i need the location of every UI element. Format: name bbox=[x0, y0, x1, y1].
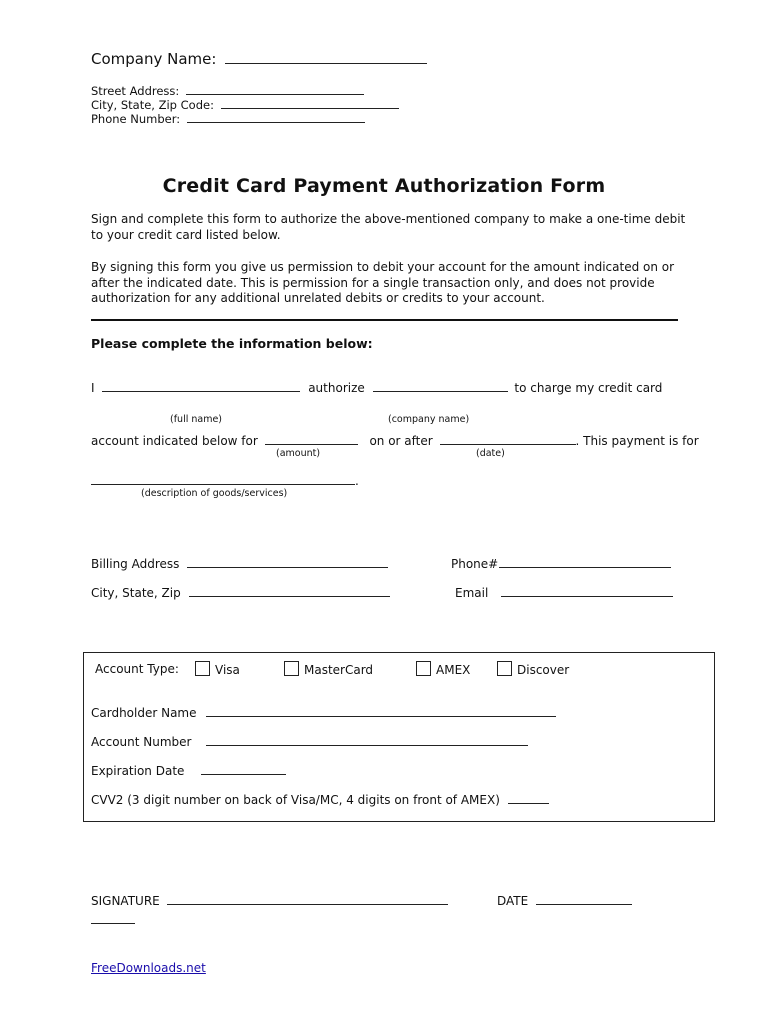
cvv-field[interactable] bbox=[508, 793, 549, 804]
payment-is-for-label: . This payment is for bbox=[575, 434, 699, 448]
account-type-label: Account Type: bbox=[95, 662, 179, 676]
billing-address-field[interactable] bbox=[187, 557, 388, 568]
cardholder-label: Cardholder Name bbox=[91, 706, 197, 720]
mastercard-label: MasterCard bbox=[304, 663, 374, 677]
email-field[interactable] bbox=[501, 586, 673, 597]
cvv-label: CVV2 (3 digit number on back of Visa/MC, 4 digits on front of AMEX) bbox=[91, 793, 500, 807]
amex-option[interactable] bbox=[416, 661, 470, 677]
amount-field[interactable] bbox=[265, 434, 358, 445]
amount-caption: (amount) bbox=[276, 448, 321, 459]
account-number-label: Account Number bbox=[91, 735, 192, 749]
mastercard-checkbox[interactable] bbox=[284, 661, 299, 676]
description-row bbox=[91, 474, 359, 488]
company-name-field[interactable] bbox=[225, 53, 427, 64]
permission-paragraph: By signing this form you give us permission to debit your account for the amount indicated on or after the indicated date. This is permission for a single transaction only, and does not provide authorization for any additional unrelated debits or credits to your account. bbox=[91, 260, 675, 305]
company-name-row bbox=[91, 50, 427, 68]
to-charge-label: to charge my credit card bbox=[514, 381, 663, 395]
visa-label: Visa bbox=[215, 663, 240, 677]
description-period: . bbox=[355, 474, 359, 488]
city-state-zip-field[interactable] bbox=[221, 98, 399, 109]
account-number-field[interactable] bbox=[206, 735, 528, 746]
account-number-row bbox=[91, 735, 528, 749]
phone-number-label: Phone Number: bbox=[91, 112, 181, 126]
authorization-row bbox=[91, 381, 662, 395]
billing-address-row bbox=[91, 557, 388, 571]
amex-checkbox[interactable] bbox=[416, 661, 431, 676]
expiration-row bbox=[91, 764, 286, 778]
signature-row bbox=[91, 894, 448, 908]
on-or-after-label: on or after bbox=[369, 434, 433, 448]
authorize-label: authorize bbox=[308, 381, 365, 395]
visa-option[interactable] bbox=[195, 661, 240, 677]
signature-date-field[interactable] bbox=[536, 894, 632, 905]
company-name-caption: (company name) bbox=[388, 414, 470, 425]
billing-city-row bbox=[91, 586, 390, 600]
email-label: Email bbox=[455, 586, 489, 600]
discover-option[interactable] bbox=[497, 661, 569, 677]
signature-date-row bbox=[497, 894, 632, 908]
signature-date-continuation[interactable] bbox=[91, 913, 135, 924]
phone-field[interactable] bbox=[499, 557, 671, 568]
billing-address-label: Billing Address bbox=[91, 557, 180, 571]
city-state-zip-label: City, State, Zip Code: bbox=[91, 98, 214, 112]
signature-date-label: DATE bbox=[497, 894, 529, 908]
description-caption: (description of goods/services) bbox=[141, 488, 288, 499]
phone-number-field[interactable] bbox=[187, 112, 365, 123]
signature-field[interactable] bbox=[167, 894, 448, 905]
phone-label: Phone# bbox=[451, 557, 499, 571]
cardholder-field[interactable] bbox=[206, 706, 556, 717]
billing-city-field[interactable] bbox=[189, 586, 390, 597]
discover-checkbox[interactable] bbox=[497, 661, 512, 676]
amount-date-row bbox=[91, 434, 699, 448]
visa-checkbox[interactable] bbox=[195, 661, 210, 676]
billing-city-label: City, State, Zip bbox=[91, 586, 181, 600]
street-address-label: Street Address: bbox=[91, 84, 180, 98]
cvv-row bbox=[91, 793, 549, 807]
intro-paragraph: Sign and complete this form to authorize the above-mentioned company to make a one-time debit to your credit card listed below. bbox=[91, 212, 686, 242]
signature-label: SIGNATURE bbox=[91, 894, 160, 908]
full-name-field[interactable] bbox=[102, 381, 300, 392]
amex-label: AMEX bbox=[436, 663, 471, 677]
company-name-label: Company Name: bbox=[91, 50, 217, 68]
cardholder-row bbox=[91, 706, 556, 720]
form-title: Credit Card Payment Authorization Form bbox=[162, 175, 606, 197]
street-address-row bbox=[91, 84, 364, 99]
phone-number-row bbox=[91, 112, 365, 127]
company-name-authorize-field[interactable] bbox=[373, 381, 508, 392]
full-name-caption: (full name) bbox=[170, 414, 223, 425]
date-caption: (date) bbox=[476, 448, 505, 459]
section-divider bbox=[91, 319, 678, 321]
account-indicated-label: account indicated below for bbox=[91, 434, 258, 448]
expiration-field[interactable] bbox=[201, 764, 286, 775]
freedownloads-link[interactable]: FreeDownloads.net bbox=[91, 961, 206, 975]
email-row bbox=[455, 586, 673, 600]
mastercard-option[interactable] bbox=[284, 661, 373, 677]
instructions-heading: Please complete the information below: bbox=[91, 336, 373, 351]
i-label: I bbox=[91, 381, 95, 395]
city-state-zip-row bbox=[91, 98, 399, 113]
description-field[interactable] bbox=[91, 474, 355, 485]
expiration-label: Expiration Date bbox=[91, 764, 185, 778]
discover-label: Discover bbox=[517, 663, 570, 677]
date-field[interactable] bbox=[440, 434, 576, 445]
phone-row bbox=[451, 557, 671, 571]
street-address-field[interactable] bbox=[186, 84, 364, 95]
